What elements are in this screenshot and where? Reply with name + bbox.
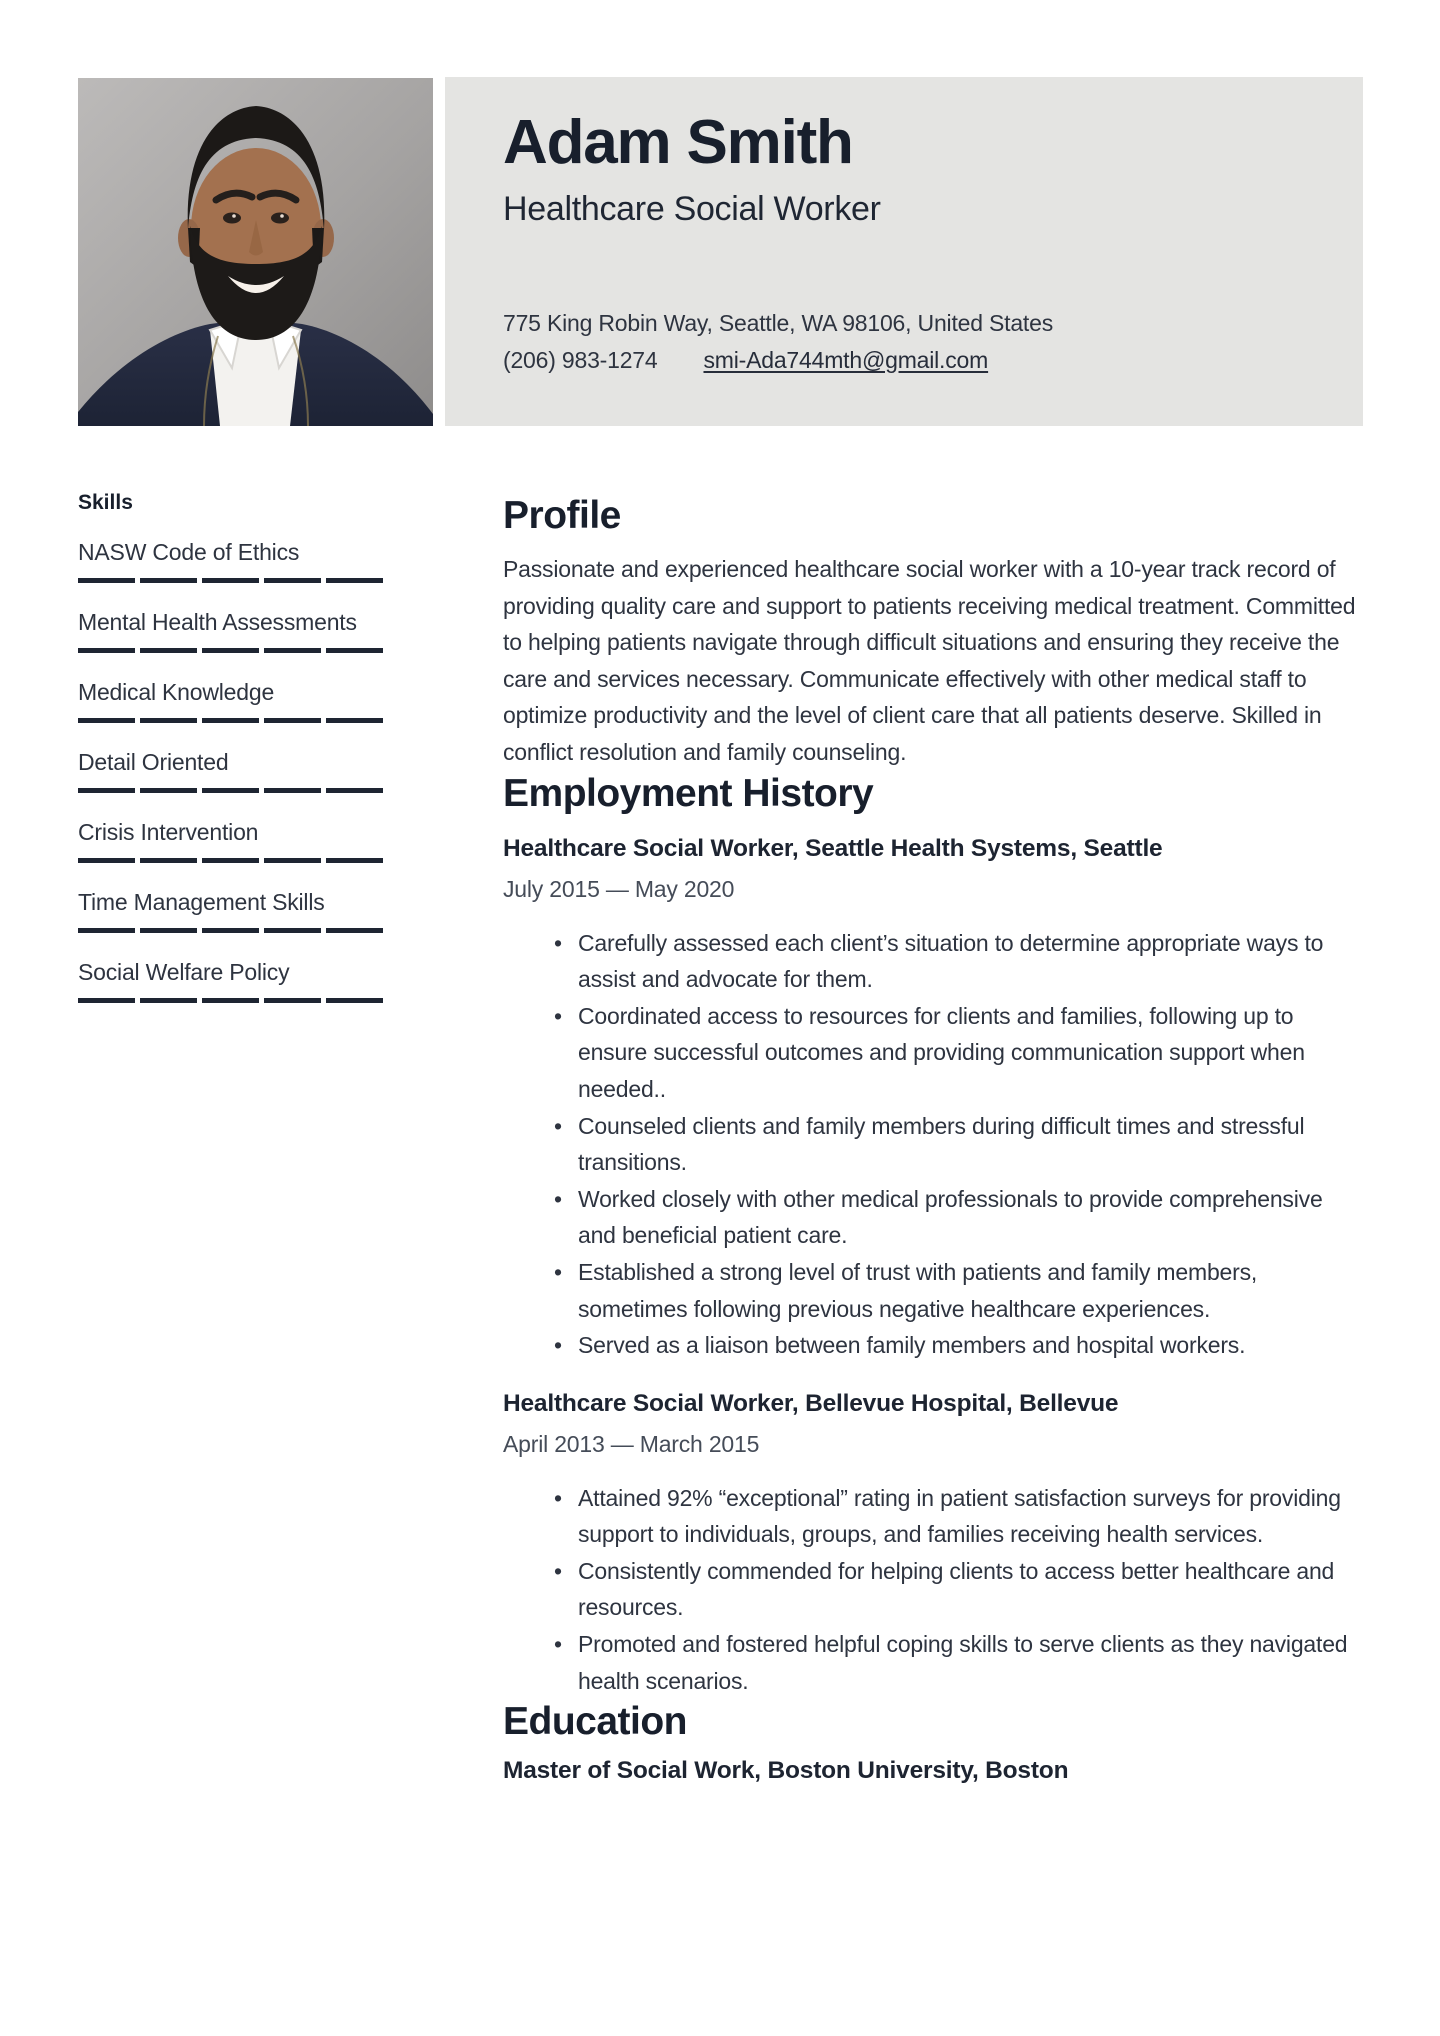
skill-bar-segment (264, 788, 321, 793)
bullet-item: • Coordinated access to resources for clients and families, following up to ensure successful outcomes and providing communication support when needed.. (503, 998, 1363, 1108)
skill-bar-segment (78, 578, 135, 583)
skill-bar-segment (140, 998, 197, 1003)
bullet-item: • Served as a liaison between family members and hospital workers. (503, 1327, 1363, 1364)
skill-label: Medical Knowledge (78, 679, 275, 705)
skill-bar-segment (264, 648, 321, 653)
skills-sidebar (78, 490, 390, 1027)
skill-bar-segment (202, 858, 259, 863)
skill-item (78, 817, 390, 863)
skill-bar-segment (326, 718, 383, 723)
job-title: Healthcare Social Worker, Bellevue Hospital, Bellevue (503, 1389, 1119, 1417)
skill-bar-segment (202, 928, 259, 933)
job-dates: July 2015 — May 2020 (503, 875, 735, 902)
eyes (223, 213, 241, 224)
skill-label: Time Management Skills (78, 889, 325, 915)
skill-bar-segment (326, 788, 383, 793)
skill-bar-segment (202, 648, 259, 653)
skill-bar-segment (78, 928, 135, 933)
contact-email-link[interactable]: smi-Ada744mth@gmail.com (703, 347, 989, 373)
skill-bar-segment (140, 928, 197, 933)
job-entry (503, 833, 1363, 1364)
skill-bar-segment (140, 648, 197, 653)
bullet-item: • Promoted and fostered helpful coping skills to serve clients as they navigated health scenarios. (503, 1626, 1363, 1699)
skills-heading: Skills (78, 491, 133, 514)
skill-bar-segment (264, 928, 321, 933)
skill-level-bar (78, 998, 390, 1003)
profile-photo (78, 78, 433, 426)
skills-list (78, 537, 390, 1003)
skill-item (78, 747, 390, 793)
skill-level-bar (78, 928, 390, 933)
skill-bar-segment (326, 578, 383, 583)
employment-heading: Employment History (503, 771, 874, 815)
skill-item (78, 887, 390, 933)
bullet-item: • Established a strong level of trust with patients and family members, sometimes following previous negative healthcare experiences. (503, 1254, 1363, 1327)
candidate-title: Healthcare Social Worker (503, 190, 881, 228)
skill-level-bar (78, 858, 390, 863)
portrait-photo (78, 78, 433, 426)
skill-label: Detail Oriented (78, 749, 229, 775)
contact-block (503, 305, 1053, 379)
job-entry (503, 1388, 1363, 1700)
skill-bar-segment (326, 998, 383, 1003)
bullet-item: • Carefully assessed each client’s situation to determine appropriate ways to assist and advocate for them. (503, 925, 1363, 998)
job-title: Healthcare Social Worker, Seattle Health Systems, Seattle (503, 834, 1163, 862)
skill-label: Mental Health Assessments (78, 609, 357, 635)
header-band (445, 77, 1363, 426)
bullet-item: • Worked closely with other medical professionals to provide comprehensive and beneficial patient care. (503, 1181, 1363, 1254)
skill-bar-segment (202, 578, 259, 583)
candidate-name: Adam Smith (503, 108, 853, 177)
contact-line2 (503, 342, 1053, 379)
education-degree: Master of Social Work, Boston University, Boston (503, 1757, 1069, 1785)
skill-item (78, 957, 390, 1003)
profile-heading: Profile (503, 494, 621, 537)
profile-text: Passionate and experienced healthcare social worker with a 10-year track record of providing quality care and support to patients receiving medical treatment. Committed to helping patients navigate through difficult situations and ensuring they receive the care and services necessary. Communicate effectively with other medical staff to optimize productivity and the level of client care that all patients deserve. Skilled in conflict resolution and family counseling. (503, 556, 1356, 765)
skill-level-bar (78, 788, 390, 793)
skill-bar-segment (78, 718, 135, 723)
bullet-item: • Consistently commended for helping clients to access better healthcare and resources. (503, 1553, 1363, 1626)
skill-level-bar (78, 578, 390, 583)
skill-bar-segment (264, 998, 321, 1003)
contact-address: 775 King Robin Way, Seattle, WA 98106, United States (503, 310, 1054, 336)
skill-bar-segment (202, 718, 259, 723)
skill-bar-segment (326, 648, 383, 653)
skill-bar-segment (264, 858, 321, 863)
job-bullets (503, 925, 1363, 1364)
skill-bar-segment (78, 648, 135, 653)
skill-label: NASW Code of Ethics (78, 539, 300, 565)
skill-item (78, 537, 390, 583)
skill-bar-segment (326, 928, 383, 933)
job-dates: April 2013 — March 2015 (503, 1430, 760, 1457)
bullet-item: • Attained 92% “exceptional” rating in patient satisfaction surveys for providing support to individuals, groups, and families receiving health services. (503, 1480, 1363, 1553)
skill-bar-segment (264, 578, 321, 583)
skill-bar-segment (140, 578, 197, 583)
skill-item (78, 607, 390, 653)
bullet-item: • Counseled clients and family members during difficult times and stressful transitions. (503, 1108, 1363, 1181)
skill-item (78, 677, 390, 723)
skill-bar-segment (140, 788, 197, 793)
skill-bar-segment (78, 998, 135, 1003)
skill-bar-segment (202, 788, 259, 793)
skill-bar-segment (264, 718, 321, 723)
skill-bar-segment (202, 998, 259, 1003)
skill-bar-segment (78, 788, 135, 793)
education-heading: Education (503, 1700, 688, 1744)
skill-level-bar (78, 648, 390, 653)
skill-label: Crisis Intervention (78, 819, 259, 845)
jobs (503, 833, 1363, 1700)
skill-bar-segment (140, 858, 197, 863)
main-column (503, 480, 1363, 1787)
job-bullets (503, 1480, 1363, 1700)
skill-level-bar (78, 718, 390, 723)
skill-bar-segment (326, 858, 383, 863)
skill-bar-segment (140, 718, 197, 723)
contact-phone: (206) 983-1274 (503, 347, 658, 373)
skill-label: Social Welfare Policy (78, 959, 290, 985)
skill-bar-segment (78, 858, 135, 863)
